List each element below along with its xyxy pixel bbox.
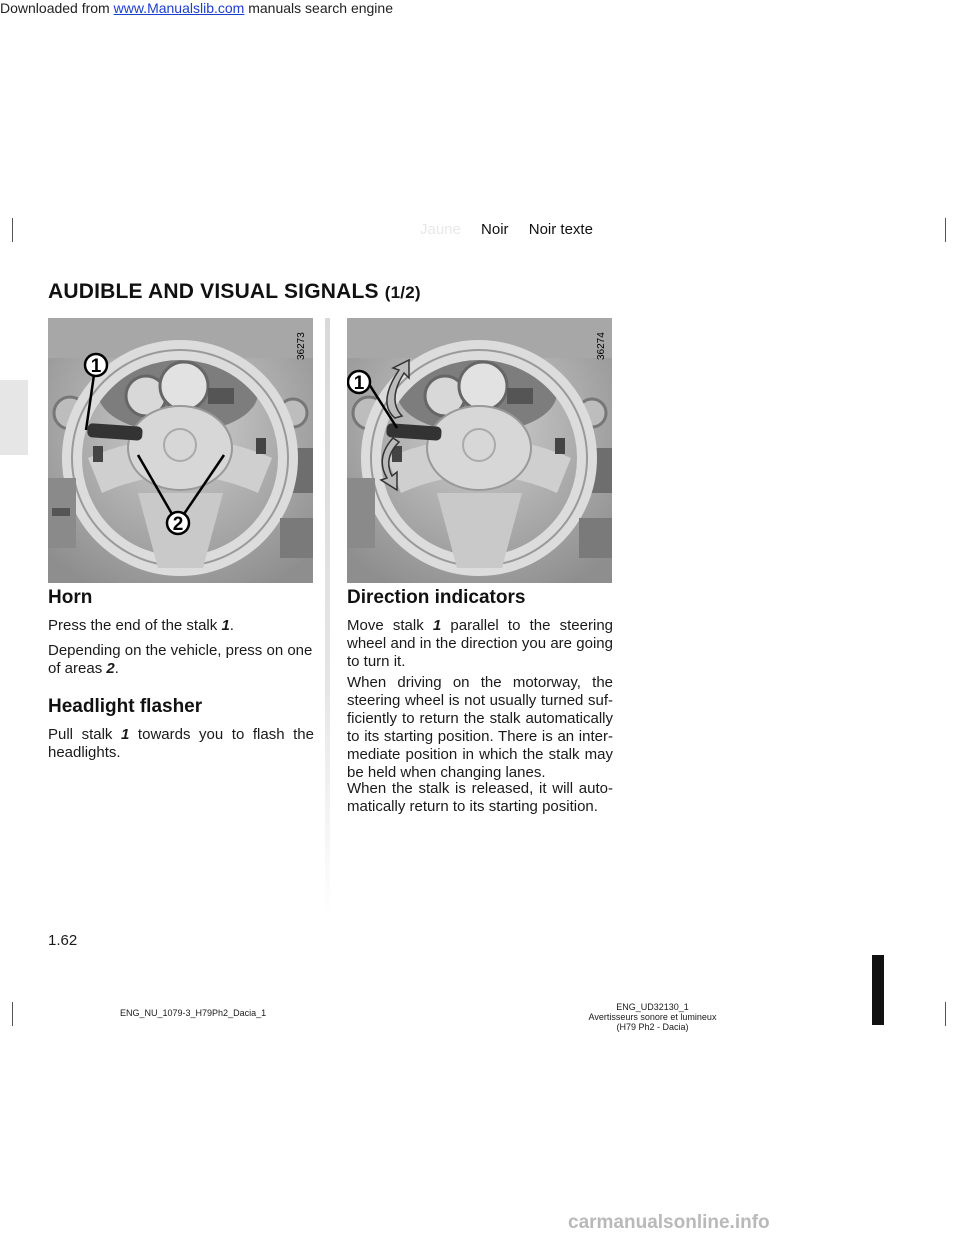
text: Pull stalk — [48, 726, 122, 743]
area-number: 2 — [106, 660, 115, 677]
callout-label-2: 2 — [172, 514, 184, 535]
callout-label-1: 1 — [90, 356, 102, 377]
text: Move stalk — [347, 617, 433, 634]
footer-section-id: ENG_UD32130_1 — [616, 1002, 689, 1012]
section-edge-marker — [872, 955, 884, 1025]
column-divider — [325, 318, 330, 918]
banner-prefix: Downloaded from — [0, 0, 114, 16]
stalk-number: 1 — [432, 617, 442, 634]
horn-paragraph-2 — [48, 642, 314, 678]
stalk-number: 1 — [221, 617, 230, 634]
manualslib-link[interactable]: www.Manualslib.com — [113, 0, 245, 16]
banner-suffix: manuals search engine — [244, 0, 393, 16]
text: . — [114, 660, 119, 677]
print-color-labels — [420, 221, 609, 238]
text: parallel to the steering wheel and in the direction you are going to turn it. — [347, 617, 613, 670]
text: Depending on the vehicle, press on one of areas — [48, 642, 313, 677]
steering-wheel-figure-indicators — [347, 318, 612, 583]
stalk-number: 1 — [121, 726, 130, 743]
indicators-paragraph-3: When the stalk is released, it will auto-matically return to its starting position. — [347, 780, 613, 815]
swatch-noir: Noir — [481, 221, 509, 238]
text: Press the end of the stalk — [48, 617, 222, 634]
heading-direction-indicators: Direction indicators — [347, 587, 526, 608]
text: towards you to flash the headlights. — [48, 726, 314, 761]
footer-document-code: ENG_NU_1079-3_H79Ph2_Dacia_1 — [120, 1008, 267, 1018]
page-title — [48, 280, 421, 304]
title-part: (1/2) — [384, 283, 421, 302]
indicators-paragraph-1 — [347, 617, 613, 671]
footer-section-title: Avertisseurs sonore et lumineux (H79 Ph2 - Dacia) — [588, 1012, 717, 1032]
footer-section-code — [580, 1002, 725, 1032]
site-watermark: carmanualsonline.info — [568, 1212, 770, 1233]
figure-ref-number: 36273 — [296, 332, 307, 360]
crop-mark-bottom-left — [12, 1002, 13, 1026]
title-main: AUDIBLE AND VISUAL SIGNALS — [48, 280, 385, 303]
heading-headlight-flasher: Headlight flasher — [48, 696, 203, 717]
heading-horn: Horn — [48, 587, 93, 608]
flasher-paragraph-1 — [48, 726, 314, 762]
download-banner — [0, 0, 393, 16]
page-number: 1.62 — [48, 932, 78, 949]
steering-wheel-figure-horn — [48, 318, 313, 583]
swatch-jaune: Jaune — [420, 221, 461, 238]
figure-ref-number: 36274 — [596, 332, 607, 360]
indicators-paragraph-2: When driving on the motorway, the steering wheel is not usually turned suf-ficiently to return the stalk automatically to its starting position. There is an inter-mediate position in which the stalk may be held when changing lanes. — [347, 674, 613, 781]
horn-paragraph-1 — [48, 617, 314, 635]
section-side-tab — [0, 380, 28, 455]
callout-label-1: 1 — [353, 373, 365, 394]
crop-mark-top-left — [12, 218, 13, 242]
crop-mark-top-right — [945, 218, 946, 242]
text: . — [229, 617, 234, 634]
crop-mark-bottom-right — [945, 1002, 946, 1026]
swatch-noir-texte: Noir texte — [528, 221, 593, 238]
